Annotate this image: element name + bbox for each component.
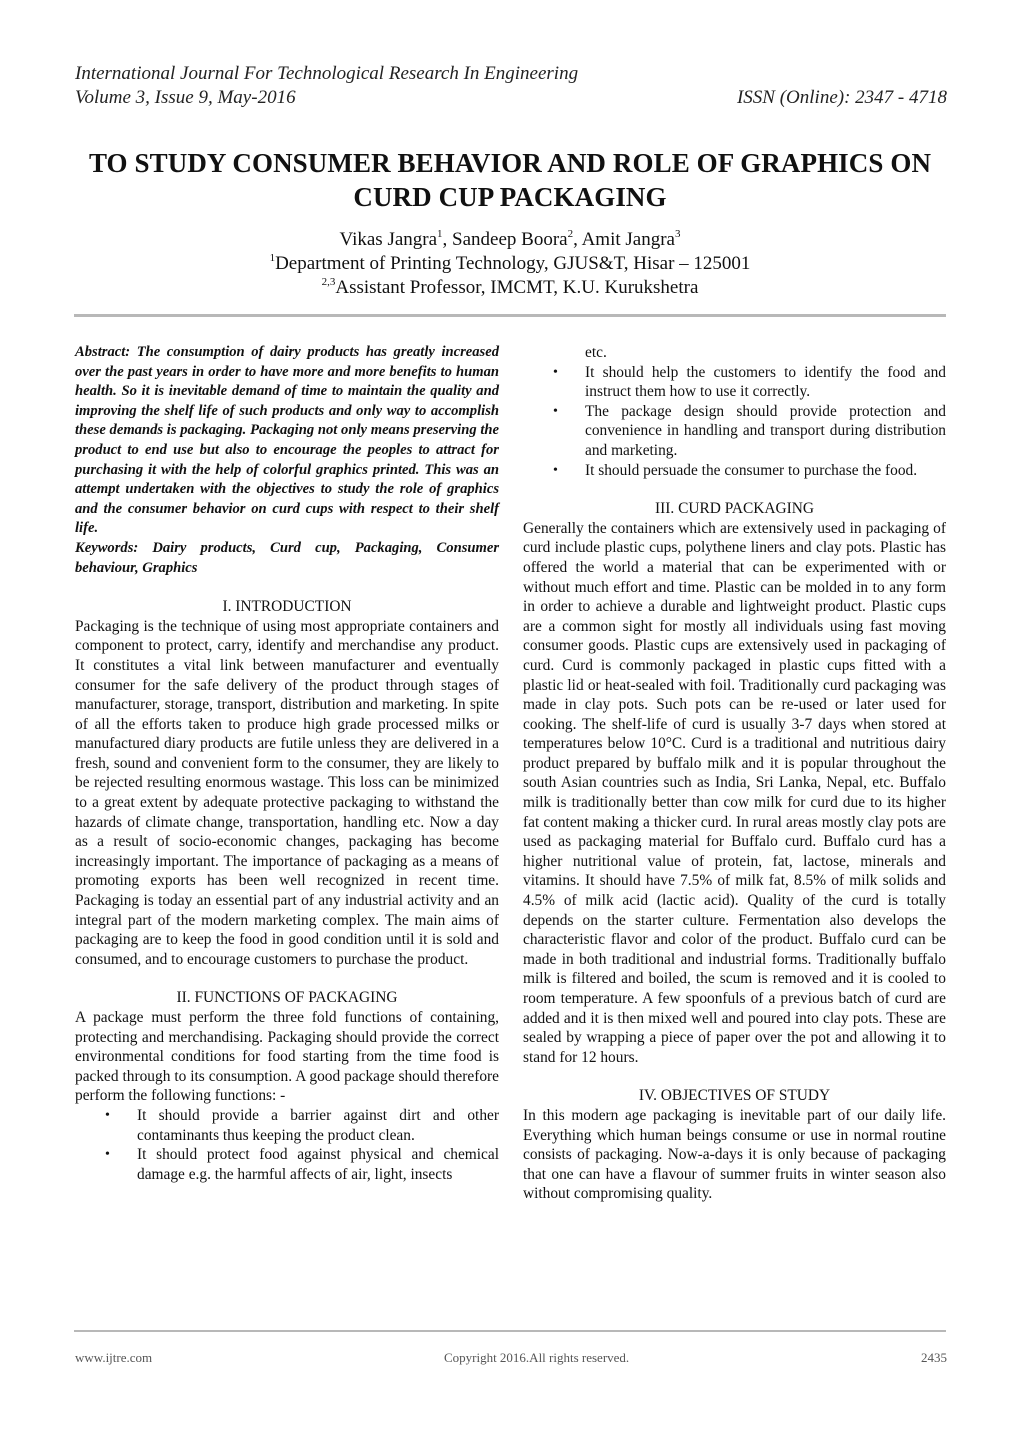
affiliation-text: Department of Printing Technology, GJUS&T, Hisar – 125001	[275, 253, 751, 274]
paper-title	[60, 146, 960, 214]
functions-text: A package must perform the three fold functions of containing, protecting and merchandising. Packaging should provide the correct environmental conditions for food starting from the time food is packed through to its consumption. A good package should therefore perform the following functions: -	[75, 1009, 499, 1105]
footer-copyright: Copyright 2016.All rights reserved.	[443, 1350, 630, 1365]
journal-volume: Volume 3, Issue 9, May-2016	[75, 87, 296, 108]
affiliation-sup: 2,3	[321, 276, 336, 288]
right-column	[523, 343, 946, 1204]
author-sup: 3	[674, 228, 681, 240]
section-heading-introduction: I. INTRODUCTION	[222, 598, 352, 616]
spacer	[75, 969, 499, 988]
footer-divider	[74, 1330, 946, 1332]
section-heading-functions: II. FUNCTIONS OF PACKAGING	[176, 989, 398, 1007]
list-item: • The package design should provide protection and convenience in handling and transport during distribution and marketing.	[523, 402, 946, 461]
list-item: • It should provide a barrier against dirt and other contaminants thus keeping the product clean.	[75, 1106, 499, 1145]
footer-website[interactable]: www.ijtre.com	[75, 1350, 153, 1365]
title-line-1: TO STUDY CONSUMER BEHAVIOR AND ROLE OF GRAPHICS ON	[88, 148, 932, 178]
objectives-text: In this modern age packaging is inevitable part of our daily life. Everything which human beings consume or use in normal routine consists of packaging. Now-a-days it is only because of packaging that one can have a flavour of summer fruits in winter season also without compromising quality.	[523, 1106, 946, 1203]
header-divider	[74, 314, 946, 317]
journal-name: International Journal For Technological Research In Engineering	[75, 63, 579, 84]
spacer	[523, 480, 946, 499]
journal-issn: ISSN (Online): 2347 - 4718	[736, 87, 947, 108]
page-number: 2435	[921, 1350, 947, 1365]
functions-list	[75, 1106, 499, 1184]
author-sup: 1	[437, 228, 443, 240]
spacer	[523, 1067, 946, 1086]
abstract: Abstract: The consumption of dairy products has greatly increased over the past years in order to have more and more benefits to human health. So it is inevitable demand of time to maintain the quality and improving the shelf life of such products and only way to accomplish these demands is packaging. Packaging not only means preserving the product to end use but also to encourage the peoples to attract for purchasing it with the help of colorful graphics printed. This was an attempt undertaken with the objectives to study the role of graphics and the consumer behavior on curd cups with respect to their shelf life.	[75, 344, 499, 537]
author-name: Sandeep Boora	[452, 229, 568, 250]
affiliation-sup: 1	[269, 252, 276, 264]
author-block	[60, 228, 960, 300]
list-item: • It should protect food against physical and chemical damage e.g. the harmful affects of air, light, insects	[75, 1145, 499, 1184]
curd-packaging-text: Generally the containers which are extensively used in packaging of curd include plastic cups, polythene liners and clay pots. Plastic has offered the world a material that can be experimented with or without much effort and time. Plastic can be molded in to any form in order to achieve a durable and lightweight product. Plastic cups are a common sight for mostly all individuals using fast moving consumer goods. Plastic cups are extensively used in packaging of curd. Curd is commonly packaged in plastic cups fitted with a plastic lid or heat-sealed with foil. Traditionally curd packaging was made in clay pots. Such pots can be re-used or later used for cooking. The shelf-life of curd is usually 3-7 days when stored at temperatures below 10°C. Curd is a traditional and nutritious dairy product prepared by buffalo milk and it is popular throughout the south Asian countries such as India, Sri Lanka, Nepal, etc. Buffalo milk is traditionally better than cow milk for curd due to its higher fat content making a thicker curd. In rural areas mostly clay pots are used as packaging material for Buffalo curd. Buffalo curd has a higher nutritional value of protein, fat, lactose, minerals and vitamins. It should have 7.5% of milk fat, 8.5% of milk solids and 4.5% of milk acid (lactic acid). Quality of the curd is totally depends on the starter culture. Fermentation also develops the characteristic flavor and color of the product. Buffalo curd can be made in both traditional and industrial forms. Traditionally buffalo milk is filtered and boiled, the scum is removed and it is cooled to room temperature. A few spoonfuls of a previous batch of curd are added and it is then mixed well and poured into clay pots. These are sealed by wrapping a piece of paper over the pot and allowing it to stand for 12 hours.	[523, 519, 946, 1066]
list-item: • It should help the customers to identify the food and instruct them how to use it correctly.	[523, 363, 946, 402]
keywords: Keywords: Dairy products, Curd cup, Packaging, Consumer behaviour, Graphics	[75, 539, 499, 576]
list-continuation: etc.	[585, 344, 607, 361]
affiliation-text: Assistant Professor, IMCMT, K.U. Kurukshetra	[335, 277, 699, 298]
introduction-text: Packaging is the technique of using most appropriate containers and component to protect, carry, identify and merchandise any product. It constitutes a vital link between manufacturer and eventually consumer for the safe delivery of the product through stages of manufacturer, storage, transport, distribution and marketing. In spite of all the efforts taken to produce high grade processed milks or manufactured diary products are futile unless they are delivered in a fresh, sound and convenient form to the consumer, they are likely to be rejected resulting enormous wastage. This loss can be minimized to a great extent by adequate protective packaging to withstand the hazards of climate change, transportation, handling etc. Now a day as a result of socio-economic changes, packaging has become increasingly important. The importance of packaging as a means of promoting exports has been well recognized in recent time. Packaging is today an essential part of any industrial activity and an integral part of the modern marketing complex. The main aims of packaging are to keep the food in good condition until it is sold and consumed, and to encourage customers to purchase the product.	[75, 617, 499, 968]
author-name: Vikas Jangra	[339, 229, 438, 250]
functions-list-continued	[523, 363, 946, 481]
author-sup: 2	[567, 228, 574, 240]
affiliation-2	[60, 276, 960, 300]
journal-header	[75, 62, 947, 110]
author-list: Vikas Jangra$^1$, Sandeep Boora$^2$, Amit Jangra$^3$	[339, 228, 681, 250]
author-name: Amit Jangra	[581, 229, 675, 250]
spacer	[75, 578, 499, 597]
left-column	[75, 343, 499, 1184]
affiliation-1	[60, 252, 960, 276]
page-footer	[75, 1350, 947, 1366]
title-line-2: CURD CUP PACKAGING	[353, 182, 667, 212]
list-item: • It should persuade the consumer to purchase the food.	[523, 461, 946, 481]
section-heading-objectives: IV. OBJECTIVES OF STUDY	[638, 1087, 831, 1105]
section-heading-curd-packaging: III. CURD PACKAGING	[655, 500, 814, 518]
